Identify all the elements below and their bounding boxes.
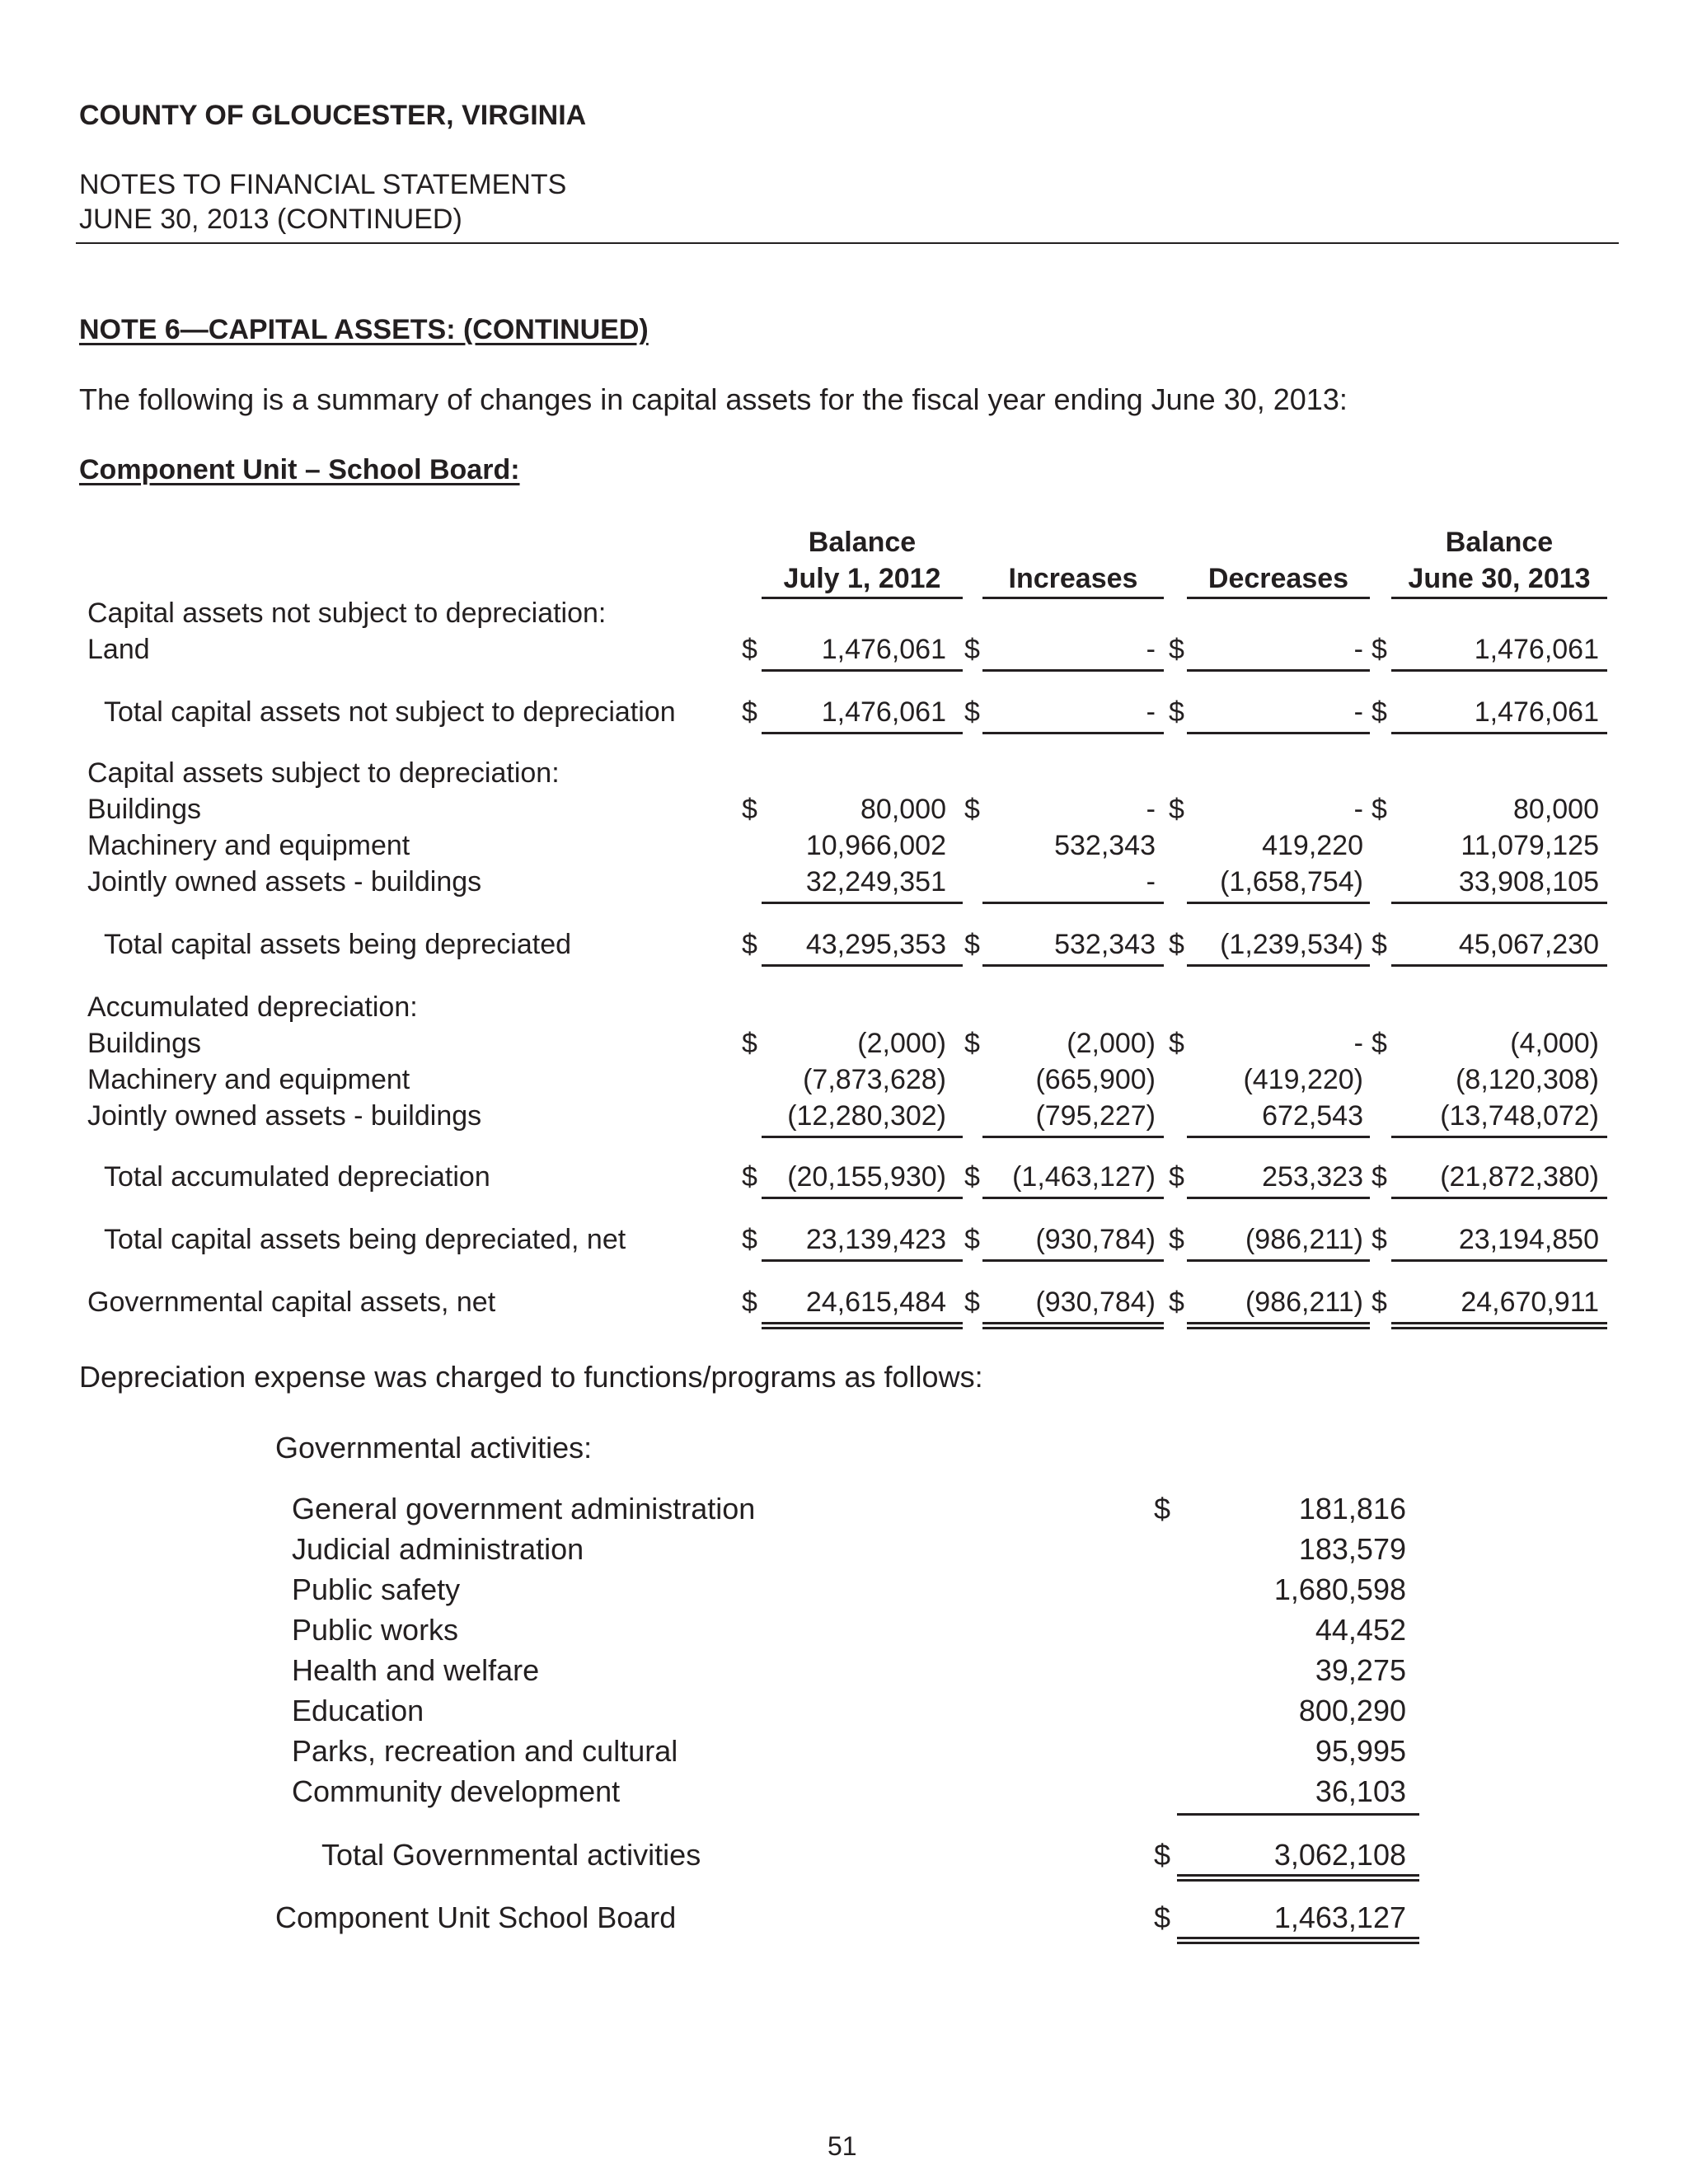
col-balance-end-line1: Balance — [1445, 527, 1554, 558]
cell-increases: - — [1146, 794, 1156, 825]
cell-underline — [982, 1259, 1164, 1262]
list-item — [0, 1653, 1688, 1686]
dollar-sign: $ — [1154, 1838, 1171, 1872]
table-row-grand-total — [0, 1286, 1688, 1319]
row-label: Total capital assets being depreciated — [104, 929, 572, 960]
cell-underline — [762, 732, 963, 734]
header-divider — [76, 242, 1619, 244]
cell-increases: (795,227) — [1035, 1100, 1156, 1132]
cell-underline — [1391, 964, 1607, 967]
expense-value: 39,275 — [1315, 1653, 1406, 1687]
cell-balance-end: 24,670,911 — [1461, 1286, 1599, 1318]
dollar-sign: $ — [1154, 1492, 1171, 1526]
expense-label: Public safety — [292, 1572, 461, 1606]
dollar-sign: $ — [1372, 794, 1387, 825]
subtotal-underline — [1177, 1813, 1419, 1816]
dollar-sign: $ — [742, 1224, 757, 1255]
cell-balance-start: (2,000) — [857, 1028, 946, 1059]
row-label: Jointly owned assets - buildings — [87, 1100, 482, 1132]
table-row — [0, 1099, 1688, 1132]
cell-decreases: - — [1353, 1028, 1363, 1059]
col-decreases: Decreases — [1207, 563, 1349, 594]
cell-underline — [762, 964, 963, 967]
cell-underline — [982, 732, 1164, 734]
dollar-sign: $ — [1169, 1161, 1184, 1193]
dollar-sign: $ — [1169, 634, 1184, 665]
table-row — [0, 1027, 1688, 1060]
cell-increases: (665,900) — [1035, 1064, 1156, 1095]
cell-balance-start: 10,966,002 — [805, 830, 946, 861]
cell-decreases: (986,211) — [1245, 1224, 1363, 1255]
cell-balance-end: (4,000) — [1510, 1028, 1599, 1059]
dollar-sign: $ — [964, 1028, 980, 1059]
double-underline — [762, 1322, 963, 1324]
cell-balance-start: (20,155,930) — [787, 1161, 946, 1193]
cell-underline — [1391, 732, 1607, 734]
expense-label: Public works — [292, 1613, 459, 1647]
cell-increases: - — [1146, 696, 1156, 728]
double-underline — [1391, 1327, 1607, 1329]
cell-decreases: - — [1353, 696, 1363, 728]
cell-decreases: - — [1353, 794, 1363, 825]
dollar-sign: $ — [964, 634, 980, 665]
cell-balance-start: 43,295,353 — [805, 929, 946, 960]
row-label: Machinery and equipment — [87, 830, 410, 861]
cell-underline — [982, 1197, 1164, 1199]
table-row — [0, 1063, 1688, 1096]
double-underline — [982, 1322, 1164, 1324]
school-label: Component Unit School Board — [275, 1900, 677, 1934]
cell-balance-end: (21,872,380) — [1440, 1161, 1599, 1193]
list-item — [0, 1532, 1688, 1565]
expense-label: Education — [292, 1694, 424, 1727]
cell-balance-start: 32,249,351 — [805, 866, 946, 898]
cell-decreases: (1,239,534) — [1220, 929, 1363, 960]
double-underline — [1177, 1942, 1419, 1944]
table-row-total — [0, 696, 1688, 729]
table-row-total — [0, 1160, 1688, 1193]
double-underline — [1391, 1322, 1607, 1324]
cell-decreases: (986,211) — [1245, 1286, 1363, 1318]
cell-balance-end: (13,748,072) — [1440, 1100, 1599, 1132]
dollar-sign: $ — [742, 634, 757, 665]
col-increases: Increases — [1008, 563, 1138, 594]
cell-balance-end: 23,194,850 — [1458, 1224, 1599, 1255]
cell-increases: (930,784) — [1035, 1286, 1156, 1318]
cell-increases: 532,343 — [1054, 830, 1156, 861]
expense-value: 183,579 — [1298, 1532, 1406, 1566]
cell-decreases: (1,658,754) — [1220, 866, 1363, 898]
table-row — [0, 793, 1688, 826]
cell-balance-end: 1,476,061 — [1474, 696, 1599, 728]
cell-underline — [762, 1197, 963, 1199]
row-label: Land — [87, 634, 150, 665]
double-underline — [1177, 1937, 1419, 1939]
depr-heading: Capital assets subject to depreciation: — [87, 757, 560, 789]
expense-value: 1,680,598 — [1273, 1572, 1406, 1606]
school-value: 1,463,127 — [1273, 1900, 1406, 1934]
dollar-sign: $ — [742, 1028, 757, 1059]
cell-decreases: (419,220) — [1243, 1064, 1363, 1095]
cell-increases: - — [1146, 634, 1156, 665]
dollar-sign: $ — [1169, 1028, 1184, 1059]
dollar-sign: $ — [1169, 794, 1184, 825]
accum-heading: Accumulated depreciation: — [87, 991, 418, 1023]
cell-balance-end: (8,120,308) — [1456, 1064, 1599, 1095]
dollar-sign: $ — [1169, 696, 1184, 728]
double-underline — [1177, 1879, 1419, 1882]
cell-decreases: 419,220 — [1262, 830, 1363, 861]
cell-balance-start: (7,873,628) — [803, 1064, 946, 1095]
row-label: Machinery and equipment — [87, 1064, 410, 1095]
cell-underline — [1187, 964, 1370, 967]
list-item-total — [0, 1900, 1688, 1933]
expense-value: 95,995 — [1315, 1734, 1406, 1768]
dollar-sign: $ — [742, 794, 757, 825]
table-heading-row — [0, 991, 1688, 1024]
cell-underline — [1391, 1259, 1607, 1262]
cell-balance-start: (12,280,302) — [787, 1100, 946, 1132]
dollar-sign: $ — [1372, 1286, 1387, 1318]
expense-label: General government administration — [292, 1492, 756, 1526]
cell-balance-start: 1,476,061 — [821, 634, 946, 665]
cell-balance-end: 11,079,125 — [1461, 830, 1599, 861]
cell-increases: (1,463,127) — [1012, 1161, 1156, 1193]
double-underline — [1187, 1322, 1370, 1324]
cell-underline — [1391, 1136, 1607, 1138]
table-heading-row — [0, 757, 1688, 790]
date-subtitle: JUNE 30, 2013 (CONTINUED) — [79, 204, 462, 235]
list-item — [0, 1613, 1688, 1646]
cell-increases: (2,000) — [1067, 1028, 1156, 1059]
cell-underline — [982, 1136, 1164, 1138]
dollar-sign: $ — [1169, 1286, 1184, 1318]
cell-balance-end: 80,000 — [1513, 794, 1599, 825]
list-item — [0, 1492, 1688, 1525]
dollar-sign: $ — [742, 1161, 757, 1193]
expense-value: 44,452 — [1315, 1613, 1406, 1647]
table-row — [0, 865, 1688, 898]
cell-underline — [1187, 732, 1370, 734]
row-label: Total capital assets not subject to depreciation — [104, 696, 676, 728]
intro-text: The following is a summary of changes in capital assets for the fiscal year ending June 30, 2013: — [79, 382, 1348, 416]
total-value: 3,062,108 — [1273, 1838, 1406, 1872]
expense-label: Judicial administration — [292, 1532, 584, 1566]
list-item — [0, 1774, 1688, 1807]
cell-underline — [1187, 669, 1370, 672]
gov-activities-heading: Governmental activities: — [275, 1431, 593, 1465]
table-row — [0, 633, 1688, 666]
list-item — [0, 1694, 1688, 1727]
page-number: 51 — [828, 2131, 857, 2161]
dollar-sign: $ — [1372, 929, 1387, 960]
table-row-total — [0, 928, 1688, 961]
depreciation-intro: Depreciation expense was charged to functions/programs as follows: — [79, 1360, 983, 1394]
cell-underline — [1187, 902, 1370, 904]
not-depr-heading: Capital assets not subject to depreciation: — [87, 598, 607, 629]
cell-balance-start: 1,476,061 — [821, 696, 946, 728]
table-heading-row — [0, 597, 1688, 630]
dollar-sign: $ — [964, 1224, 980, 1255]
cell-underline — [1187, 1259, 1370, 1262]
dollar-sign: $ — [964, 794, 980, 825]
note-title: NOTE 6—CAPITAL ASSETS: (CONTINUED) — [79, 314, 649, 345]
cell-increases: - — [1146, 866, 1156, 898]
dollar-sign: $ — [1169, 929, 1184, 960]
double-underline — [1177, 1874, 1419, 1877]
cell-underline — [982, 669, 1164, 672]
cell-underline — [982, 902, 1164, 904]
section-title: Component Unit – School Board: — [79, 454, 520, 485]
dollar-sign: $ — [1154, 1900, 1171, 1934]
cell-decreases: 672,543 — [1262, 1100, 1363, 1132]
cell-balance-end: 33,908,105 — [1458, 866, 1599, 898]
cell-decreases: 253,323 — [1262, 1161, 1363, 1193]
list-item — [0, 1734, 1688, 1767]
col-balance-start-line1: Balance — [808, 527, 917, 558]
row-label: Total accumulated depreciation — [104, 1161, 490, 1193]
cell-underline — [1391, 669, 1607, 672]
cell-balance-start: 23,139,423 — [805, 1224, 946, 1255]
row-label: Buildings — [87, 794, 201, 825]
row-label: Jointly owned assets - buildings — [87, 866, 482, 898]
cell-underline — [1187, 1197, 1370, 1199]
dollar-sign: $ — [1372, 1224, 1387, 1255]
cell-underline — [762, 669, 963, 672]
cell-balance-start: 80,000 — [860, 794, 946, 825]
double-underline — [1187, 1327, 1370, 1329]
county-title: COUNTY OF GLOUCESTER, VIRGINIA — [79, 100, 587, 131]
table-row — [0, 829, 1688, 862]
list-item-total — [0, 1838, 1688, 1871]
cell-increases: (930,784) — [1035, 1224, 1156, 1255]
dollar-sign: $ — [742, 929, 757, 960]
col-balance-end-line2: June 30, 2013 — [1408, 563, 1591, 594]
expense-value: 800,290 — [1298, 1694, 1406, 1727]
dollar-sign: $ — [1372, 1161, 1387, 1193]
expense-label: Parks, recreation and cultural — [292, 1734, 678, 1768]
cell-balance-start: 24,615,484 — [805, 1286, 946, 1318]
total-label: Total Governmental activities — [321, 1838, 701, 1872]
dollar-sign: $ — [964, 1286, 980, 1318]
row-label: Buildings — [87, 1028, 201, 1059]
double-underline — [762, 1327, 963, 1329]
expense-label: Health and welfare — [292, 1653, 540, 1687]
row-label: Governmental capital assets, net — [87, 1286, 496, 1318]
cell-underline — [1391, 1197, 1607, 1199]
cell-underline — [762, 1136, 963, 1138]
cell-underline — [762, 902, 963, 904]
cell-underline — [1187, 1136, 1370, 1138]
expense-label: Community development — [292, 1774, 621, 1808]
dollar-sign: $ — [742, 1286, 757, 1318]
row-label: Total capital assets being depreciated, net — [104, 1224, 626, 1255]
dollar-sign: $ — [1372, 1028, 1387, 1059]
double-underline — [982, 1327, 1164, 1329]
dollar-sign: $ — [1372, 634, 1387, 665]
table-row-total — [0, 1223, 1688, 1256]
cell-underline — [762, 1259, 963, 1262]
dollar-sign: $ — [1372, 696, 1387, 728]
cell-underline — [1391, 902, 1607, 904]
dollar-sign: $ — [964, 929, 980, 960]
expense-value: 181,816 — [1298, 1492, 1406, 1526]
cell-balance-end: 1,476,061 — [1474, 634, 1599, 665]
dollar-sign: $ — [1169, 1224, 1184, 1255]
cell-underline — [982, 964, 1164, 967]
expense-value: 36,103 — [1315, 1774, 1406, 1808]
col-balance-start-line2: July 1, 2012 — [783, 563, 941, 594]
dollar-sign: $ — [742, 696, 757, 728]
cell-balance-end: 45,067,230 — [1458, 929, 1599, 960]
cell-decreases: - — [1353, 634, 1363, 665]
list-item — [0, 1572, 1688, 1605]
dollar-sign: $ — [964, 696, 980, 728]
notes-title: NOTES TO FINANCIAL STATEMENTS — [79, 169, 567, 200]
cell-increases: 532,343 — [1054, 929, 1156, 960]
dollar-sign: $ — [964, 1161, 980, 1193]
